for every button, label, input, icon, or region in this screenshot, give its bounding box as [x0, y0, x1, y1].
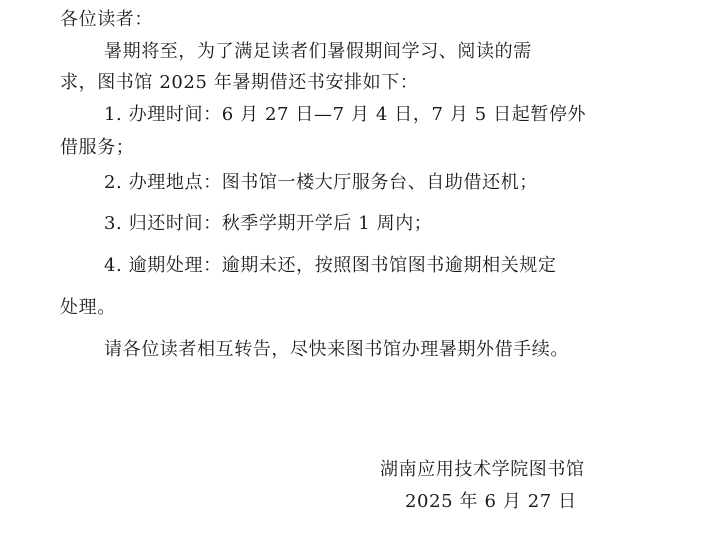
intro-line-2: 求，图书馆 2025 年暑期借还书安排如下： [60, 72, 419, 93]
item-2: 2. 办理地点：图书馆一楼大厅服务台、自助借还机； [104, 172, 538, 193]
signature-organization: 湖南应用技术学院图书馆 [380, 459, 585, 480]
closing-line: 请各位读者相互转告，尽快来图书馆办理暑期外借手续。 [104, 339, 569, 360]
item-4-line-2: 处理。 [60, 297, 116, 318]
item-3: 3. 归还时间：秋季学期开学后 1 周内； [104, 213, 433, 234]
signature-date: 2025 年 6 月 27 日 [405, 491, 577, 512]
item-1-line-1: 1. 办理时间：6 月 27 日—7 月 4 日，7 月 5 日起暂停外 [104, 104, 587, 125]
item-1-line-2: 借服务； [60, 137, 135, 158]
item-4-line-1: 4. 逾期处理：逾期未还，按照图书馆图书逾期相关规定 [104, 255, 557, 276]
salutation: 各位读者： [60, 9, 153, 30]
intro-line-1: 暑期将至，为了满足读者们暑假期间学习、阅读的需 [104, 41, 532, 62]
